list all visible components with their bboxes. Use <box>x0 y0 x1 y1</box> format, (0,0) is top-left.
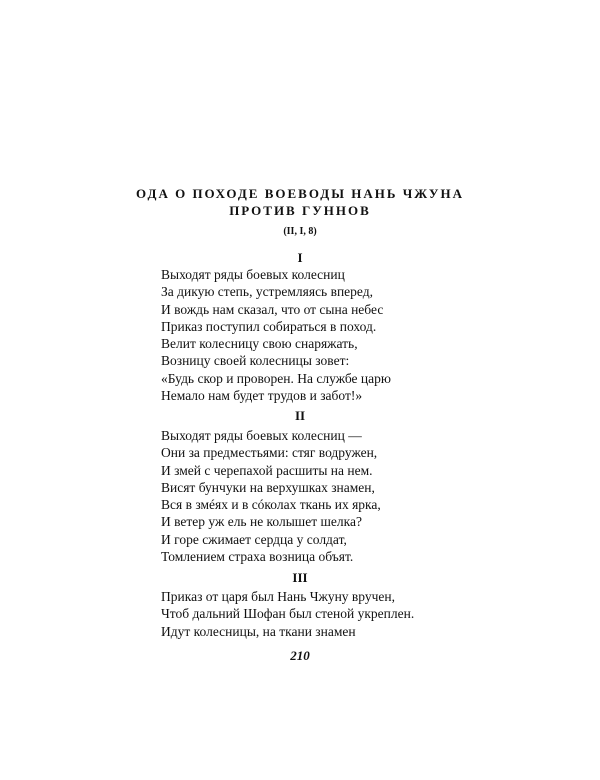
verse-line: Немало нам будет трудов и забот!» <box>161 388 363 404</box>
verse-line: Чтоб дальний Шофан был стеной укреплен. <box>161 606 415 622</box>
verse-line: Возницу своей колесницы зовет: <box>161 353 350 369</box>
verse-line: За дикую степь, устремляясь вперед, <box>161 284 373 300</box>
stanza-2 <box>161 427 491 565</box>
stanza-numeral-1: I <box>297 250 303 265</box>
verse-line: Томлением страха возница объят. <box>161 549 354 565</box>
stanza-1 <box>161 266 491 404</box>
verse-line: Приказ поступил собираться в поход. <box>161 318 377 334</box>
page-number: 210 <box>290 648 310 663</box>
verse-line: Выходят ряды боевых колесниц <box>161 267 345 282</box>
verse-line: И горе сжимает сердца у солдат, <box>161 531 347 547</box>
stanza-numeral-2: II <box>294 408 306 423</box>
verse-line: Приказ от царя был Нань Чжуну вручен, <box>161 589 396 604</box>
verse-line: Выходят ряды боевых колесниц — <box>161 428 362 443</box>
verse-line: Они за предместьями: стяг водружен, <box>161 445 378 461</box>
poem-title-line-2: ПРОТИВ ГУННОВ <box>229 203 371 218</box>
poem-title-line-1: ОДА О ПОХОДЕ ВОЕВОДЫ НАНЬ ЧЖУНА <box>136 186 464 201</box>
stanza-numeral-3: III <box>292 570 308 585</box>
verse-line: И змей с черепахой расшиты на нем. <box>161 462 373 478</box>
verse-line: Висят бунчуки на верхушках знамен, <box>161 479 375 495</box>
source-reference: (II, I, 8) <box>283 226 317 237</box>
verse-line: И ветер уж ель не колышет шелка? <box>161 514 362 530</box>
verse-line: И вождь нам сказал, что от сына небес <box>161 301 384 317</box>
verse-line: «Будь скор и проворен. На службе царю <box>161 370 391 386</box>
verse-line: Велит колесницу свою снаряжать, <box>161 336 358 352</box>
stanza-3 <box>161 588 491 640</box>
verse-line: Идут колесницы, на ткани знамен <box>161 623 356 639</box>
verse-line: Вся в змéях и в сóколах ткань их ярка, <box>161 497 381 513</box>
